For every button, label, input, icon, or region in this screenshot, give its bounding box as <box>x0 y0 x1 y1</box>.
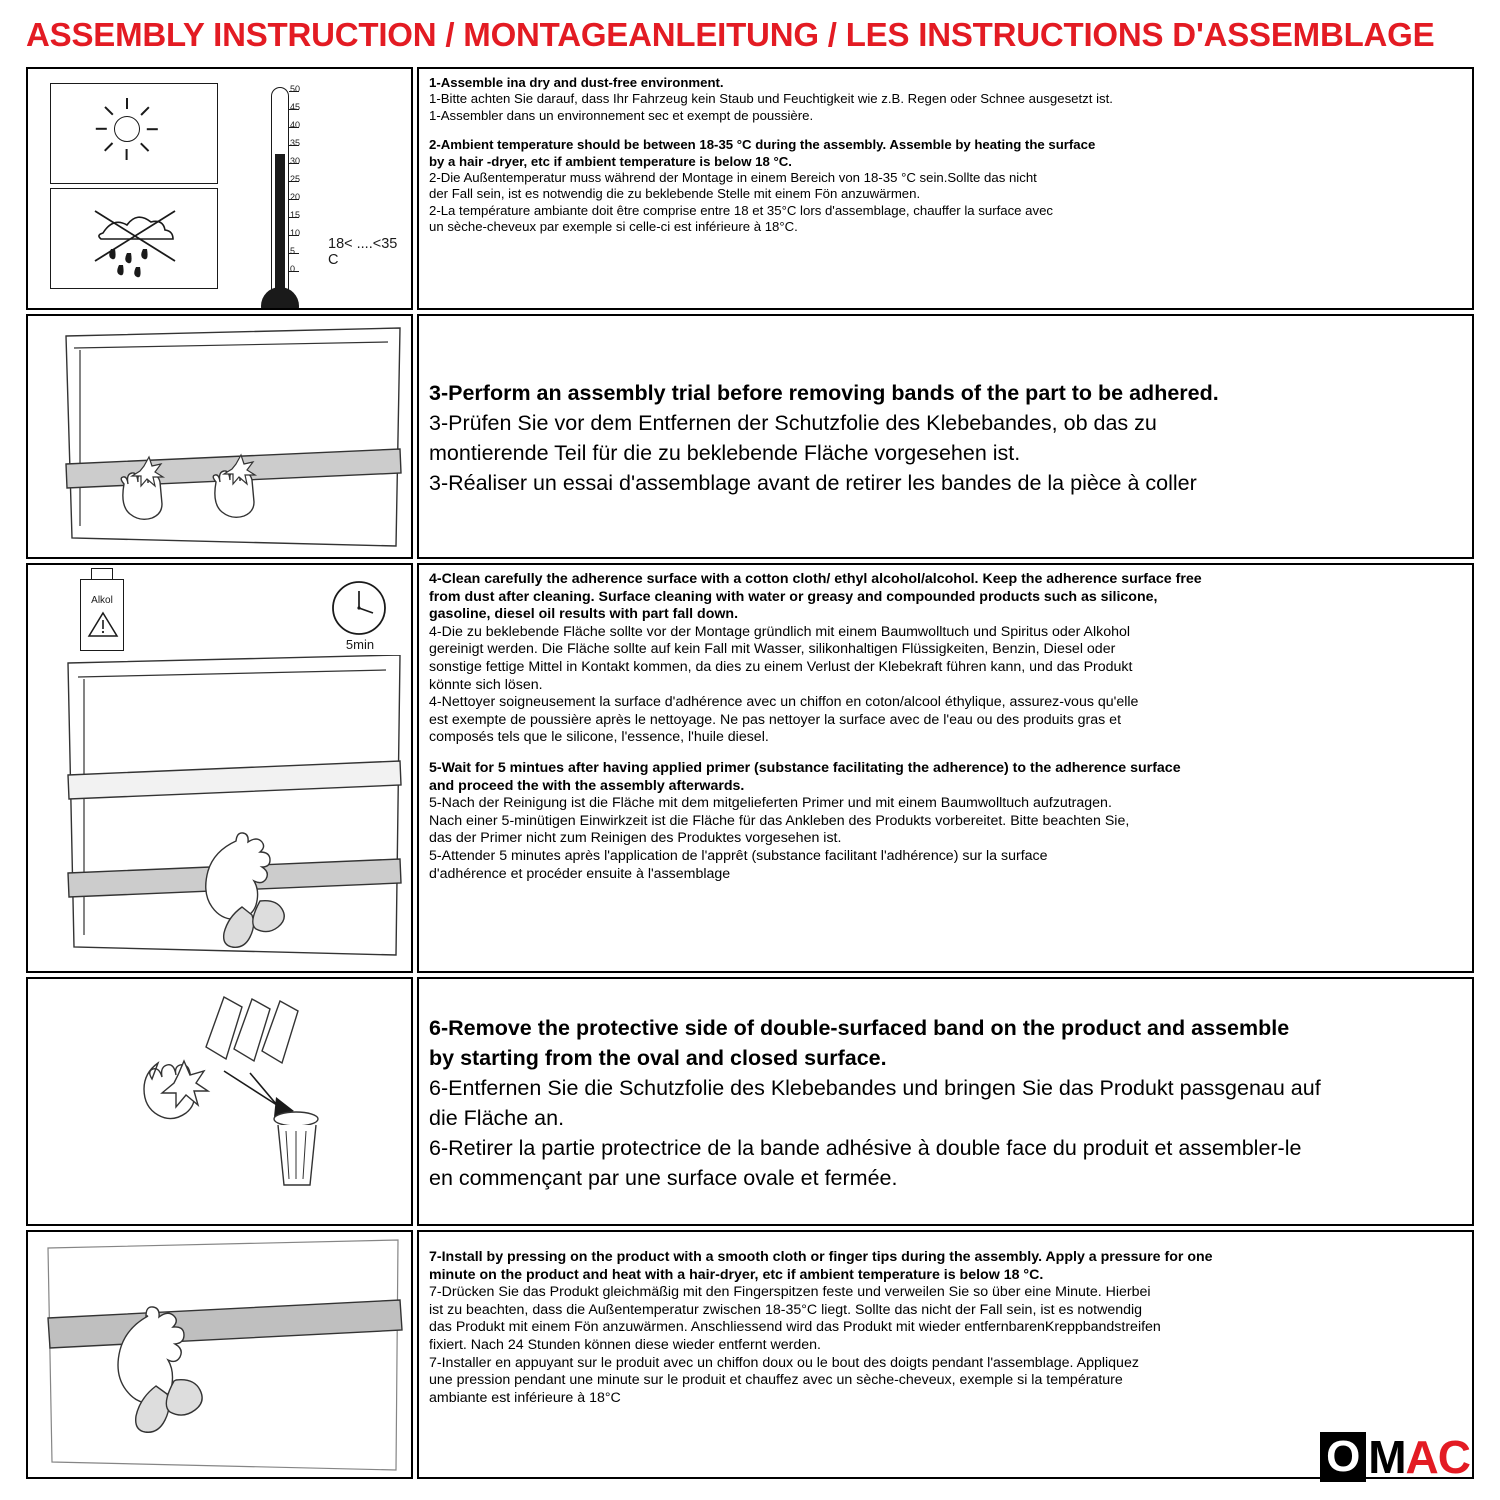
figure-cell-row-1: 50 45 40 35 30 25 20 15 10 5 0 18< ....<35 C <box>26 67 413 310</box>
step-line: gasoline, diesel oil results with part fall down. <box>429 606 739 623</box>
step-line: montierende Teil für die zu beklebende Fläche vorgesehen ist. <box>429 440 1021 465</box>
clock-label: 5min <box>345 637 375 652</box>
sun-ray-icon <box>140 143 149 152</box>
instruction-row-5 <box>26 1230 1474 1479</box>
logo-letter-o: O <box>1320 1432 1366 1482</box>
press-product-hand-figure <box>28 1232 413 1479</box>
thermometer-icon <box>271 87 289 295</box>
step-line: by starting from the oval and closed surface. <box>429 1045 887 1070</box>
step-line: das der Primer nicht zum Reinigen des Produktes vorgesehen ist. <box>429 830 842 847</box>
sun-ray-icon <box>126 98 128 109</box>
text-cell-step-6 <box>417 977 1474 1226</box>
text-cell-step-7 <box>417 1230 1474 1479</box>
omac-logo <box>1320 1430 1470 1484</box>
step-line: by a hair -dryer, etc if ambient temperature is below 18 °C. <box>429 153 792 169</box>
door-trim-cleaning-figure <box>28 655 413 973</box>
step-line: 6-Retirer la partie protectrice de la bande adhésive à double face du produit et assembler-le <box>429 1135 1302 1160</box>
temperature-range-label: 18< ....<35 C <box>328 236 398 268</box>
step-line: die Fläche an. <box>429 1105 565 1130</box>
step-line: composés tels que le silicone, l'essence, l'huile diesel. <box>429 729 769 746</box>
step-line: 3-Réaliser un essai d'assemblage avant de retirer les bandes de la pièce à coller <box>429 470 1197 495</box>
step-line: ambiante est inférieure à 18°C <box>429 1389 621 1406</box>
step-line: 6-Remove the protective side of double-surfaced band on the product and assemble <box>429 1015 1290 1040</box>
step-line: 2-La température ambiante doit être comprise entre 18 et 35°C lors d'assemblage, chauffer la surface avec <box>429 202 1054 218</box>
step-line: est exempte de poussière après le nettoyage. Ne pas nettoyer la surface avec de l'eau ou des produits gras et <box>429 711 1122 728</box>
step-line: 7-Install by pressing on the product with a smooth cloth or finger tips during the assembly. Apply a pressure for one <box>429 1249 1213 1265</box>
step-line: 2-Ambient temperature should be between 18-35 °C during the assembly. Assemble by heating the surface <box>429 137 1096 153</box>
text-cell-step-1-2 <box>417 67 1474 310</box>
figure-cell-row-4 <box>26 977 413 1226</box>
step-line: 7-Drücken Sie das Produkt gleichmäßig mit den Fingerspitzen feste und verweilen Sie so über eine Minute. Hierbei <box>429 1284 1151 1301</box>
instruction-row-3 <box>26 563 1474 973</box>
door-trim-two-hands-figure <box>28 316 413 559</box>
step-line: 3-Perform an assembly trial before removing bands of the part to be adhered. <box>429 380 1219 405</box>
step-line: 5-Nach der Reinigung ist die Fläche mit dem mitgelieferten Primer und mit einem Baumwolltuch aufzutragen. <box>429 795 1112 812</box>
sun-ray-icon <box>147 128 158 130</box>
step-line: from dust after cleaning. Surface cleaning with water or greasy and compounded products such as silicone, <box>429 588 1158 605</box>
step-line: 1-Assemble ina dry and dust-free environment. <box>429 75 724 90</box>
sun-ray-icon <box>126 149 128 160</box>
figure-cell-row-2 <box>26 314 413 559</box>
warning-triangle-icon <box>86 609 120 639</box>
instruction-grid <box>26 67 1474 1479</box>
figure-cell-row-3 <box>26 563 413 973</box>
thermometer-mercury <box>275 154 285 294</box>
no-water-icon <box>51 189 219 290</box>
step-line: gereinigt werden. Die Fläche sollte auf kein Fall mit Wasser, silikonhaltigen Flüssigkeiten, Benzin, Diesel oder <box>429 641 1116 658</box>
step-line: fixiert. Nach 24 Stunden können diese wieder entfernt werden. <box>429 1336 821 1353</box>
alcohol-bottle-label: Alkol <box>91 595 113 606</box>
sun-ray-icon <box>140 107 149 116</box>
sun-ray-icon <box>96 128 107 130</box>
step-line: 1-Assembler dans un environnement sec et exempt de poussière. <box>429 107 814 123</box>
figure-cell-row-5 <box>26 1230 413 1479</box>
thermometer-bulb <box>261 287 299 310</box>
step-line: en commençant par une surface ovale et fermée. <box>429 1165 898 1190</box>
instruction-row-4 <box>26 977 1474 1226</box>
step-line: 6-Entfernen Sie die Schutzfolie des Klebebandes und bringen Sie das Produkt passgenau auf <box>429 1075 1321 1100</box>
page-title: ASSEMBLY INSTRUCTION / MONTAGEANLEITUNG / LES INSTRUCTIONS D'ASSEMBLAGE <box>26 16 1435 53</box>
step-line: un sèche-cheveux par exemple si celle-ci est inférieure à 18°C. <box>429 219 798 235</box>
step-line: 4-Die zu beklebende Fläche sollte vor der Montage gründlich mit einem Baumwolltuch und Spiritus oder Alkohol <box>429 623 1131 640</box>
step-line: 4-Clean carefully the adherence surface with a cotton cloth/ ethyl alcohol/alcohol. Keep the adherence surface free <box>429 571 1202 587</box>
sun-ray-icon <box>104 143 113 152</box>
step-line: 5-Attender 5 minutes après l'application de l'apprêt (substance facilitant l'adhérence) sur la surface <box>429 847 1048 864</box>
step-line: 7-Installer en appuyant sur le produit avec un chiffon doux ou le bout des doigts pendant l'assemblage. Appliquez <box>429 1354 1139 1371</box>
step-line: ist zu beachten, dass die Außentemperatur zwischen 18-35°C liegt. Sollte das nicht der Fall sein, ist es notwendig <box>429 1301 1143 1318</box>
sun-panel <box>50 83 218 184</box>
step-line: könnte sich lösen. <box>429 676 543 693</box>
text-cell-step-4-5 <box>417 563 1474 973</box>
no-water-panel <box>50 188 218 289</box>
step-line: sonstige fettige Mittel in Kontakt kommen, da dies zu einem Verlust der Klebekraft führen kann, und das Produkt <box>429 658 1133 675</box>
step-line: and proceed the with the assembly afterwards. <box>429 777 745 794</box>
step-line: das Produkt mit einem Fön anzuwärmen. Anschliessend wird das Produkt mit wieder entfernbarenKreppbandstreifen <box>429 1319 1161 1336</box>
clock-icon <box>328 577 390 639</box>
sun-icon <box>114 116 140 142</box>
step-line: minute on the product and heat with a hair-dryer, etc if ambient temperature is below 18 °C. <box>429 1266 1044 1283</box>
step-line: 2-Die Außentemperatur muss während der Montage in einem Bereich von 18-35 °C sein.Sollte das nicht <box>429 170 1037 186</box>
step-line: 3-Prüfen Sie vor dem Entfernen der Schutzfolie des Klebebandes, ob das zu <box>429 410 1157 435</box>
step-line: Nach einer 5-minütigen Einwirkzeit ist die Fläche für das Ankleben des Produkts vorbereitet. Bitte beachten Sie, <box>429 812 1130 829</box>
logo-letters-ac: AC <box>1405 1431 1470 1483</box>
step-line: der Fall sein, ist es notwendig die zu beklebende Stelle mit einem Fön anzuwärmen. <box>429 186 921 202</box>
step-line: 5-Wait for 5 mintues after having applied primer (substance facilitating the adherence) to the adherence surface <box>429 759 1181 776</box>
step-line: d'adhérence et procéder ensuite à l'assemblage <box>429 865 731 882</box>
step-line: 4-Nettoyer soigneusement la surface d'adhérence avec un chiffon en coton/alcool éthylique, assurez-vous qu'elle <box>429 694 1139 711</box>
step-line: une pression pendant une minute sur le produit et chauffez avec un sèche-cheveux, exemple si la température <box>429 1372 1123 1389</box>
instruction-row-1 <box>26 67 1474 310</box>
text-cell-step-3 <box>417 314 1474 559</box>
remove-liner-to-bin-figure <box>28 979 413 1226</box>
step-line: 1-Bitte achten Sie darauf, dass Ihr Fahrzeug kein Staub und Feuchtigkeit wie z.B. Regen oder Schnee ausgesetzt ist. <box>429 91 1113 107</box>
sun-ray-icon <box>104 107 113 116</box>
logo-letter-m: M <box>1368 1431 1406 1483</box>
instruction-row-2 <box>26 314 1474 559</box>
